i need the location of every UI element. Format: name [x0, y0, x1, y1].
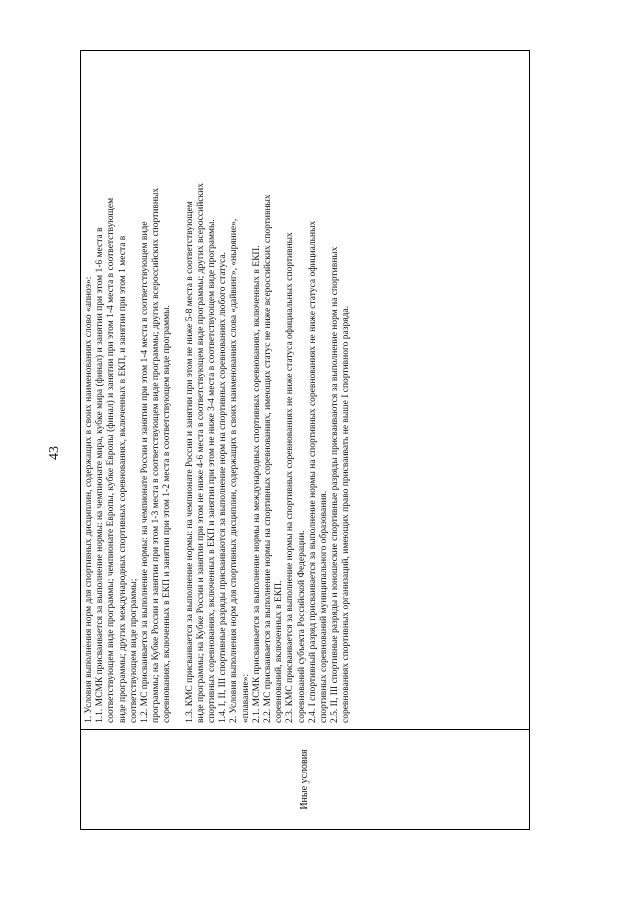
- text-line: соревнованиях спортивных организаций, имеющих право присваивать не выше I спортивного разряда.: [341, 305, 352, 723]
- text-line: 1.4. I, II, III спортивные разряды присваиваются за выполнение норм на спортивных соревнованиях любого статуса.: [218, 251, 229, 723]
- text-line: соответствующем виде программы; чемпионате Европы, кубке Европы (финал) и занятии при этом 1-4 места в соответствующем: [106, 197, 117, 723]
- text-line: программы; на Кубке России и занятии при этом 1-3 места в соответствующем виде программы; других всероссийских спортивных: [151, 187, 162, 723]
- text-line: соответствующем виде программы;: [128, 578, 139, 723]
- text-line: соревнований, включенных в ЕКП.: [274, 580, 285, 723]
- text-line: спортивных соревнованиях, включенных в ЕКП и занятии при этом не ниже 3-4 места в соответствующем виде программы.: [207, 219, 218, 723]
- text-line: соревнованиях, включенных в ЕКП и занятии при этом 1-2 места в соответствующем виде программы.: [162, 305, 173, 723]
- text-line: соревнований субъекта Российской Федерации.: [296, 530, 307, 723]
- text-line: 1.3. КМС присваивается за выполнение нормы: на чемпионате России и занятии при этом не ниже 5-8 места в соответствующем: [184, 201, 195, 723]
- row-label: Иные условия: [299, 749, 311, 810]
- text-line: 2.5. II, III спортивные разряды и юношеские спортивные разряды присваиваются за выполнение норм на спортивных: [330, 246, 341, 723]
- text-line: виде программы; на Кубке России и занятии при этом не ниже 4-6 места в соответствующем виде программы; других всероссийских: [195, 183, 206, 723]
- text-line: 2.3. КМС присваивается за выполнение нормы на спортивных соревнованиях не ниже статуса официальных спортивных: [285, 232, 296, 723]
- text-line: 2.4. I спортивный разряд присваивается за выполнение нормы на спортивных соревнованиях не ниже статуса официальных: [307, 220, 318, 723]
- conditions-text-cell: [81, 51, 529, 729]
- text-line: 1.2. МС присваивается за выполнение нормы: на чемпионате России и занятии при этом 1-4 места в соответствующем виде: [140, 221, 151, 723]
- conditions-table: [80, 50, 530, 830]
- text-line: спортивных соревнований муниципального образования.: [319, 490, 330, 723]
- text-line: 2. Условия выполнения норм для спортивных дисциплин, содержащих в своих наименованиях слова «дайвинг», «ныряние»,: [229, 218, 240, 723]
- text-line: 1.1. МСМК присваивается за выполнение нормы: на чемпионате мира, кубке мира (финал) и занятии при этом 1-6 места в: [95, 227, 106, 723]
- text-line: «плавание»:: [240, 673, 251, 723]
- text-line: 2.1. МСМК присваивается за выполнение нормы на международных спортивных соревнованиях, включенных в ЕКП.: [251, 245, 262, 723]
- text-line: виде программы; других международных спортивных соревнованиях, включенных в ЕКП, и занятии при этом 1 места в: [117, 235, 128, 723]
- text-line: 2.2. МС присваивается за выполнение нормы на спортивных соревнованиях, имеющих статус не ниже всероссийских спортивных: [263, 194, 274, 723]
- text-line: 1. Условия выполнения норм для спортивных дисциплин, содержащих в своих наименованиях слово «апноэ»:: [84, 276, 94, 723]
- text-line: [174, 57, 185, 723]
- page-number: 43: [47, 446, 62, 460]
- row-label-cell: [81, 729, 529, 829]
